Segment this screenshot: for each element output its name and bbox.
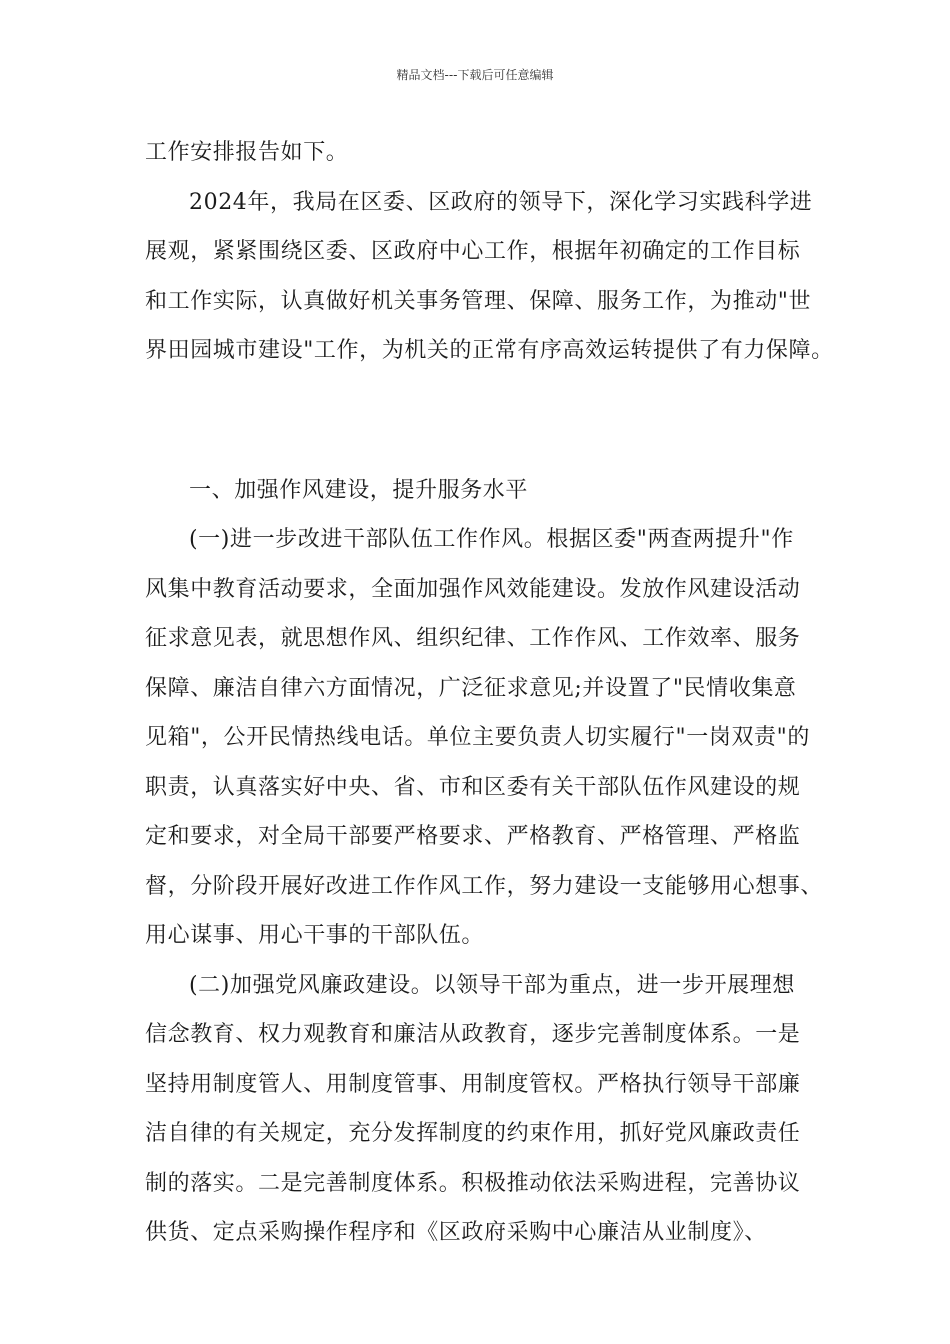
body-line: 工作安排报告如下。 xyxy=(145,140,349,165)
body-line: 风集中教育活动要求，全面加强作风效能建设。发放作风建设活动 xyxy=(145,576,801,602)
body-line: 见箱"，公开民情热线电话。单位主要负责人切实履行"一岗双责"的 xyxy=(145,725,810,750)
paragraph-start: (二)加强党风廉政建设。以领导干部为重点，进一步开展理想 xyxy=(189,972,795,998)
body-line: 和工作实际，认真做好机关事务管理、保障、服务工作，为推动"世 xyxy=(145,288,812,314)
body-line: 用心谋事、用心干事的干部队伍。 xyxy=(145,923,485,948)
body-line: 洁自律的有关规定，充分发挥制度的约束作用，抓好党风廉政责任 xyxy=(145,1121,801,1146)
body-line: 展观，紧紧围绕区委、区政府中心工作，根据年初确定的工作目标 xyxy=(145,239,801,264)
body-line: 供货、定点采购操作程序和《区政府采购中心廉洁从业制度》、 xyxy=(145,1220,767,1245)
document-body xyxy=(145,128,834,1258)
body-line: 信念教育、权力观教育和廉洁从政教育，逐步完善制度体系。一是 xyxy=(145,1022,801,1047)
body-line: 定和要求，对全局干部要严格要求、严格教育、严格管理、严格监 xyxy=(145,824,801,849)
paragraph-start: 2024年，我局在区委、区政府的领导下，深化学习实践科学进 xyxy=(189,189,813,215)
section-heading: 一、加强作风建设，提升服务水平 xyxy=(189,477,529,503)
section-gap xyxy=(145,376,825,466)
paragraph-start: (一)进一步改进干部队伍工作作风。根据区委"两查两提升"作 xyxy=(189,527,794,552)
body-line: 保障、廉洁自律六方面情况，广泛征求意见;并设置了"民情收集意 xyxy=(145,675,797,701)
body-line: 界田园城市建设"工作，为机关的正常有序高效运转提供了有力保障。 xyxy=(145,338,834,363)
page-header: 精品文档---下载后可任意编辑 xyxy=(396,68,554,82)
body-line: 督，分阶段开展好改进工作作风工作，努力建设一支能够用心想事、 xyxy=(145,873,824,899)
body-line: 征求意见表，就思想作风、组织纪律、工作作风、工作效率、服务 xyxy=(145,626,801,651)
body-line: 制的落实。二是完善制度体系。积极推动依法采购进程，完善协议 xyxy=(145,1170,801,1196)
body-line: 职责，认真落实好中央、省、市和区委有关干部队伍作风建设的规 xyxy=(145,774,801,800)
body-line: 坚持用制度管人、用制度管事、用制度管权。严格执行领导干部廉 xyxy=(145,1071,801,1097)
